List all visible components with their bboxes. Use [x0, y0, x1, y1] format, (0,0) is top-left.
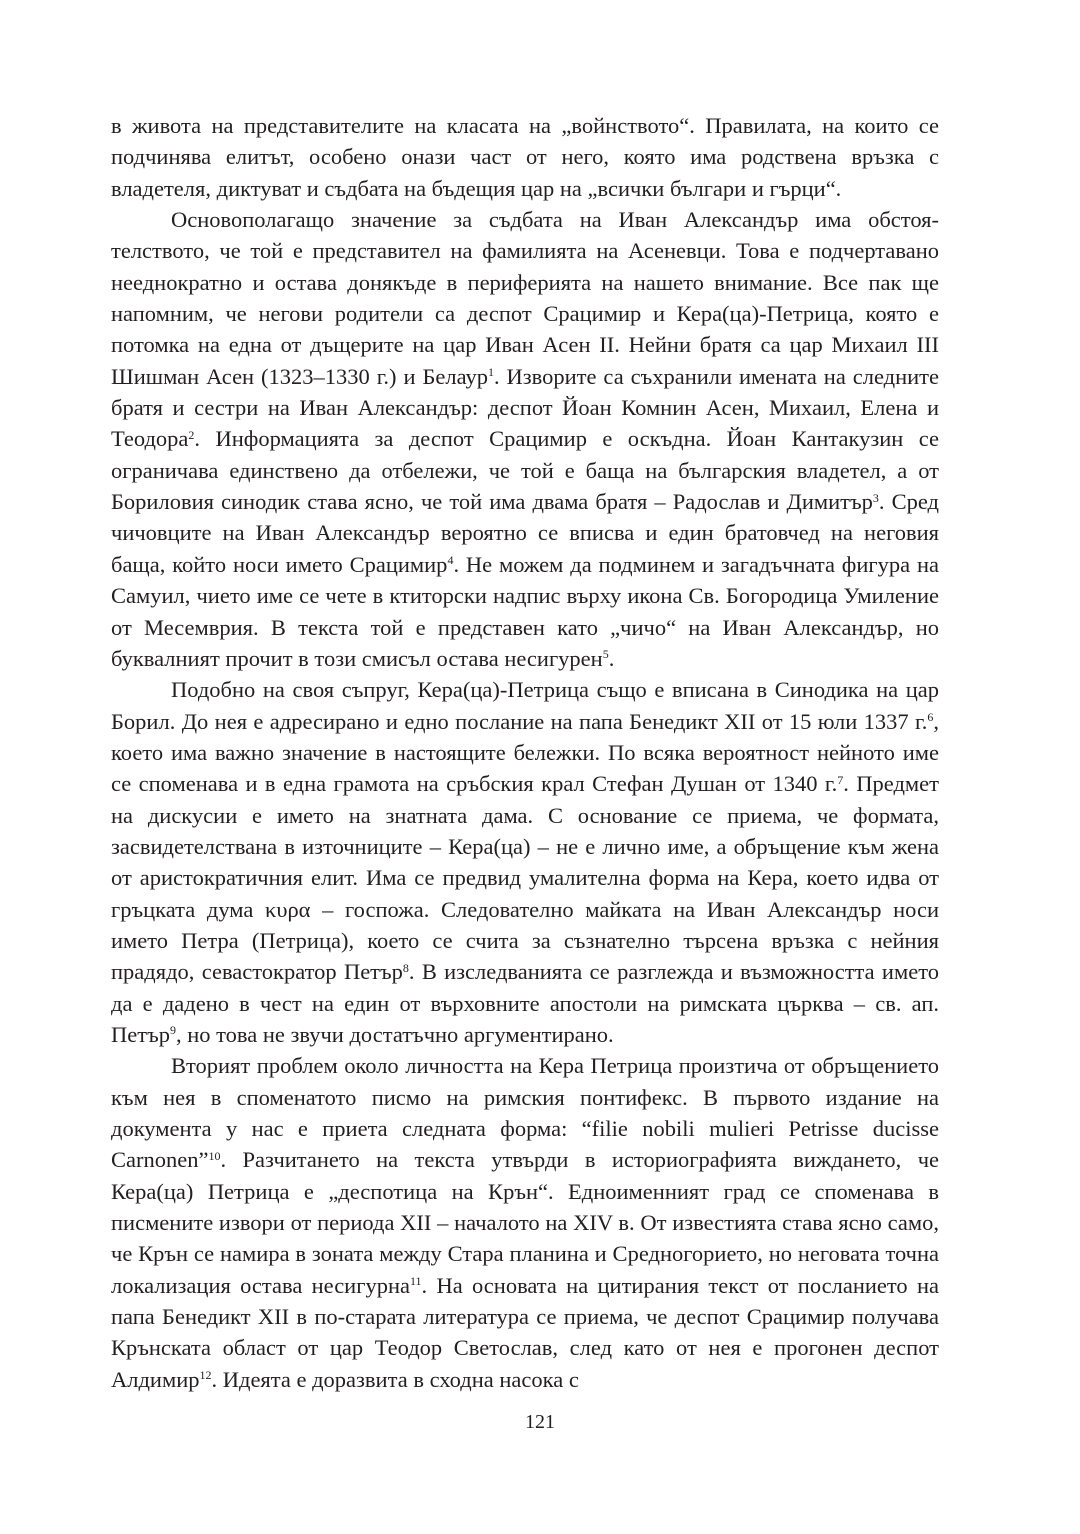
page-body [111, 110, 939, 1395]
footnote-ref-2[interactable]: 2 [188, 427, 195, 442]
page-number: 121 [525, 1411, 555, 1433]
footnote-ref-4[interactable]: 4 [447, 553, 454, 568]
text-run: . В изследванията се разглежда и възможността името да е дадено в чест на един от върховните апостоли на римската църква – св. ап. Петър [111, 959, 939, 1047]
text-run: Вторият проблем около личността на Кера Петрица произтича от обръщението към нея в споменатото писмо на римския понтифекс. В първото издание на документа у нас е приета следната форма: “filie nobili mulieri Petrisse ducisse Carnonen” [111, 1053, 939, 1173]
paragraph-2 [111, 204, 939, 674]
footnote-ref-12[interactable]: 12 [199, 1368, 212, 1383]
text-run: . Предмет на дискусии е името на знатната дама. С основание се приема, че формата, засвидетелствана в източниците – Кера(ца) – не е лично име, а обръщение към жена от аристократичния елит. Има се предвид умалителна форма на Кера, което идва от гръцката дума κυρα – госпожа. Следователно майката на Иван Александър носи името Петра (Петрица), което се счита за съзнателно търсена връзка с нейния прадядо, севастократор Петър [111, 771, 939, 985]
footnote-ref-8[interactable]: 8 [402, 960, 409, 975]
footnote-ref-5[interactable]: 5 [602, 647, 609, 662]
paragraph-1 [111, 110, 939, 204]
footnote-ref-11[interactable]: 11 [409, 1274, 422, 1289]
text-run: . Разчитането на текста утвърди в историографията виждането, че Кера(ца) Петрица е „деспотица на Крън“. Едноименният град се споменава в писмените извори от периода XII – началото на XIV в. От известията става ясно само, че Крън се намира в зоната между Стара планина и Средногорието, но неговата точна локализация остава несигурна [111, 1147, 939, 1298]
text-run: . Информацията за деспот Срацимир е оскъдна. Йоан Кантакузин се ограничава единствено да отбележи, че той е баща на българския владетел, а от Бориловия синодик става ясно, че той има двама братя – Радослав и Димитър [111, 426, 939, 515]
paragraph-4 [111, 1050, 939, 1395]
text-run: . На основата на цитирания текст от посланието на папа Бенедикт XII в по-старата литература се приема, че деспот Срацимир получава Крънската област от цар Теодор Светослав, след като от нея е прогонен деспот Алдимир [111, 1272, 940, 1392]
text-run: Подобно на своя съпруг, Кера(ца)-Петрица също е вписана в Синодика на цар Борил. До нея е адресирано и едно послание на папа Бенедикт XII от 15 юли 1337 г. [111, 677, 939, 734]
footnote-ref-3[interactable]: 3 [872, 490, 879, 505]
text-run: . Изворите са съхранили имената на следните братя и сестри на Иван Александър: деспот Йоан Комнин Асен, Михаил, Елена и Теодора [111, 363, 939, 452]
footnote-ref-1[interactable]: 1 [487, 365, 494, 380]
footnote-ref-10[interactable]: 10 [208, 1148, 221, 1163]
text-run: . Сред чичовците на Иван Александър вероятно се вписва и един братовчед на неговия баща, който носи името Срацимир [111, 489, 939, 577]
footnote-ref-7[interactable]: 7 [837, 772, 844, 787]
text-run: Основополагащо значение за съдбата на Иван Александър има обстоятелството, че той е представител на фамилията на Асеневци. Това е подчертавано нееднократно и остава донякъде в периферията на нашето внимание. Все пак ще напомним, че негови родители са деспот Срацимир и Кера(ца)-Петрица, която е потомка на една от дъщерите на цар Иван Асен II. Нейни братя са цар Михаил III Шишман Асен (1323–1330 г.) и Белаур [111, 207, 939, 389]
footnote-ref-9[interactable]: 9 [169, 1023, 176, 1038]
text-run: , което има важно значение в настоящите бележки. По всяка вероятност нейното име се споменава и в една грамота на сръбския крал Стефан Душан от 1340 г. [111, 708, 939, 797]
text-run: . Не можем да подминем и загадъчната фигура на Самуил, чието име се чете в ктиторски надпис върху икона Св. Богородица Умиление от Месемврия. В текста той е представен като „чичо“ на Иван Александър, но буквалният прочит в този смисъл остава несигурен [111, 551, 940, 671]
text-run: , но това не звучи достатъчно аргументирано. [175, 1021, 614, 1047]
text-run: . [608, 645, 615, 671]
footnote-ref-6[interactable]: 6 [927, 710, 934, 725]
text-run: в живота на представителите на класата на „войнството“. Правилата, на които се подчинява елитът, особено онази част от него, която има родствена връзка с владетеля, диктуват и съдбата на бъдещия цар на „всички българи и гърци“. [111, 113, 939, 201]
paragraph-3 [111, 674, 939, 1050]
text-run: . Идеята е доразвита в сходна насока с [211, 1366, 579, 1392]
